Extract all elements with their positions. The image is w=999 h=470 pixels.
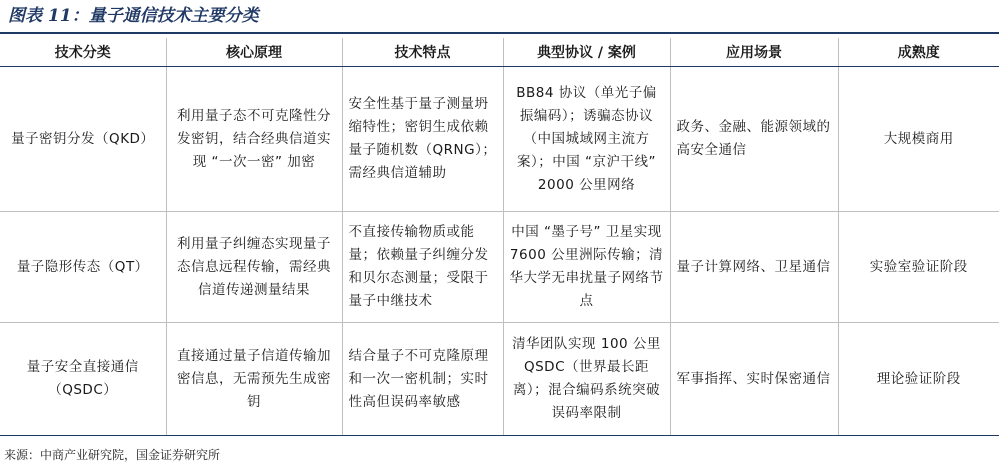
header-applications: 应用场景 bbox=[670, 38, 838, 67]
classification-table bbox=[0, 38, 999, 436]
header-maturity: 成熟度 bbox=[838, 38, 999, 67]
table-row bbox=[0, 67, 999, 212]
header-features: 技术特点 bbox=[342, 38, 503, 67]
cell-maturity: 理论验证阶段 bbox=[838, 323, 999, 436]
figure-title: 图表 11：量子通信技术主要分类 bbox=[8, 6, 259, 26]
cell-principle: 利用量子纠缠态实现量子态信息远程传输，需经典信道传递测量结果 bbox=[166, 212, 342, 323]
cell-category: 量子密钥分发（QKD） bbox=[11, 130, 155, 147]
cell-applications: 军事指挥、实时保密通信 bbox=[670, 323, 838, 436]
cell-features: 安全性基于量子测量坍缩特性；密钥生成依赖量子随机数（QRNG）；需经典信道辅助 bbox=[342, 67, 503, 212]
cell-maturity: 大规模商用 bbox=[838, 67, 999, 212]
cell-protocols: 清华团队实现 100 公里 QSDC（世界最长距离）；混合编码系统突破误码率限制 bbox=[503, 323, 670, 436]
cell-category: 量子安全直接通信（QSDC） bbox=[0, 323, 166, 436]
table-row bbox=[0, 323, 999, 436]
header-principle: 核心原理 bbox=[166, 38, 342, 67]
cell-applications: 政务、金融、能源领域的高安全通信 bbox=[670, 67, 838, 212]
cell-applications: 量子计算网络、卫星通信 bbox=[670, 212, 838, 323]
table-header-row bbox=[0, 38, 999, 67]
header-category: 技术分类 bbox=[0, 38, 166, 67]
cell-features: 不直接传输物质或能量；依赖量子纠缠分发和贝尔态测量；受限于量子中继技术 bbox=[342, 212, 503, 323]
title-rule bbox=[0, 32, 999, 34]
cell-features: 结合量子不可克隆原理和一次一密机制；实时性高但误码率敏感 bbox=[342, 323, 503, 436]
cell-protocols: BB84 协议（单光子偏振编码）；诱骗态协议（中国城域网主流方案）；中国 “京沪干线” 2000 公里网络 bbox=[503, 67, 670, 212]
table-row bbox=[0, 212, 999, 323]
source-note: 来源：中商产业研究院，国金证券研究所 bbox=[4, 448, 221, 462]
cell-maturity: 实验室验证阶段 bbox=[838, 212, 999, 323]
header-protocols: 典型协议 / 案例 bbox=[503, 38, 670, 67]
cell-category: 量子隐形传态（QT） bbox=[0, 212, 166, 323]
cell-principle: 直接通过量子信道传输加密信息，无需预先生成密钥 bbox=[166, 323, 342, 436]
cell-principle: 利用量子态不可克隆性分发密钥，结合经典信道实现 “一次一密” 加密 bbox=[166, 67, 342, 212]
cell-protocols: 中国 “墨子号” 卫星实现 7600 公里洲际传输；清华大学无串扰量子网络节点 bbox=[503, 212, 670, 323]
